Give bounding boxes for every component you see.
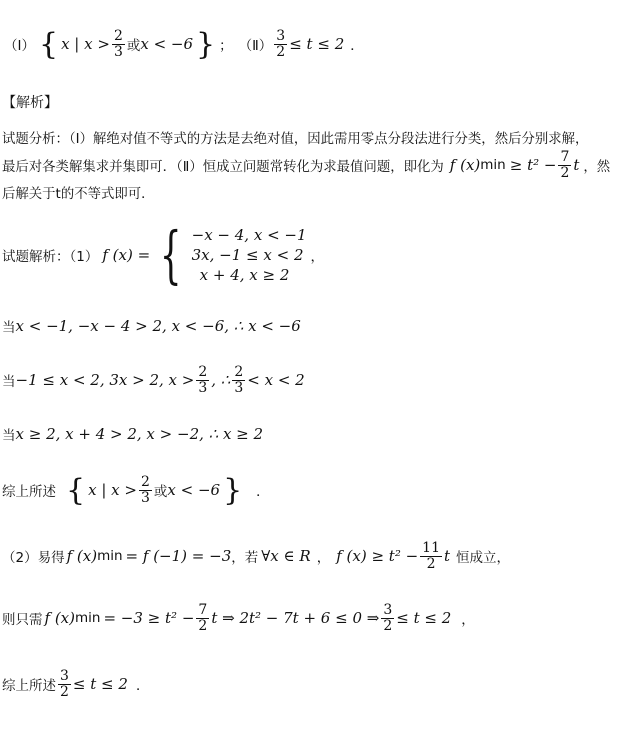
fraction: $\frac{3}{2}$ [60,667,69,700]
part2-rest: ≤ t ≤ 2 [289,35,345,53]
piecewise-brace: { [160,218,182,291]
left-brace: { [66,472,86,508]
fraction: $\frac{2}{3}$ [140,473,150,506]
fraction: $\frac{3}{2}$ [276,27,286,60]
separator: ； [219,38,233,54]
fraction: $\frac{2}{3}$ [234,363,244,396]
final-line: 综上所述 $\frac{3}{2}$ ≤ t ≤ 2 ． [2,667,150,700]
right-brace: } [223,472,243,508]
end-mark: ． [350,38,364,54]
piecewise-cases [192,226,307,284]
part1-set-right: x < −6 [140,35,194,53]
fraction: $\frac{2}{3}$ [113,27,123,60]
analysis-line-1: 试题分析：（Ⅰ）解绝对值不等式的方法是去绝对值，因此需用零点分段法进行分类，然后分别求解， [2,132,589,147]
part2-label: （Ⅱ） [238,38,273,54]
fraction: $\frac{7}{2}$ [560,148,570,181]
fraction: $\frac{7}{2}$ [198,601,208,634]
case-row: 3x, −1 ≤ x < 2 [191,246,304,264]
analysis-line-3: 后解关于t的不等式即可． [2,187,155,202]
case-1-line: 当 x < −1, −x − 4 > 2, x < −6, ∴ x < −6 [2,317,301,336]
fraction: $\frac{11}{2}$ [422,539,440,572]
analysis-line-2: 最后对各类解集求并集即可．（Ⅱ）恒成立问题常转化为求最值问题，即化为 f (x) min ≥ t² − $\frac{7}{2}$ t ，然 [2,148,611,181]
case-row: x + 4, x ≥ 2 [199,266,290,284]
part1-set-left: x | x > [61,35,110,53]
answer-line [4,22,364,66]
part1-label: （Ⅰ） [4,38,35,54]
summary-1-line: 综上所述 { x | x > $\frac{2}{3}$ 或 x < −6 } ． [2,472,270,508]
fraction: $\frac{2}{3}$ [198,363,208,396]
part-3-line: 则只需 f (x) min = −3 ≥ t² − $\frac{7}{2}$ t ⇒ 2t² − 7t + 6 ≤ 0 ⇒ $\frac{3}{2}$ ≤ t ≤ 2 ， [2,601,475,634]
analysis-header: 【解析】 [2,95,58,111]
or-word: 或 [126,38,141,54]
left-brace: { [38,26,59,62]
fraction: $\frac{3}{2}$ [383,601,393,634]
piecewise-function: 试题解析：（1） f (x) = { −x − 4, x < −1 3x, −1 ≤ x < 2 x + 4, x ≥ 2 ， [2,218,325,291]
case-row: −x − 4, x < −1 [191,226,307,244]
part-2-line: （2）易得 f (x) min = f (−1) = −3 ，若 ∀x ∈ R ， f (x) ≥ t² − $\frac{11}{2}$ t 恒成立， [2,539,511,572]
case-3-line: 当 x ≥ 2, x + 4 > 2, x > −2, ∴ x ≥ 2 [2,425,264,444]
case-2-line: 当 −1 ≤ x < 2, 3x > 2, x > $\frac{2}{3}$ , ∴ $\frac{2}{3}$ < x < 2 [2,363,305,396]
right-brace: } [196,26,216,62]
